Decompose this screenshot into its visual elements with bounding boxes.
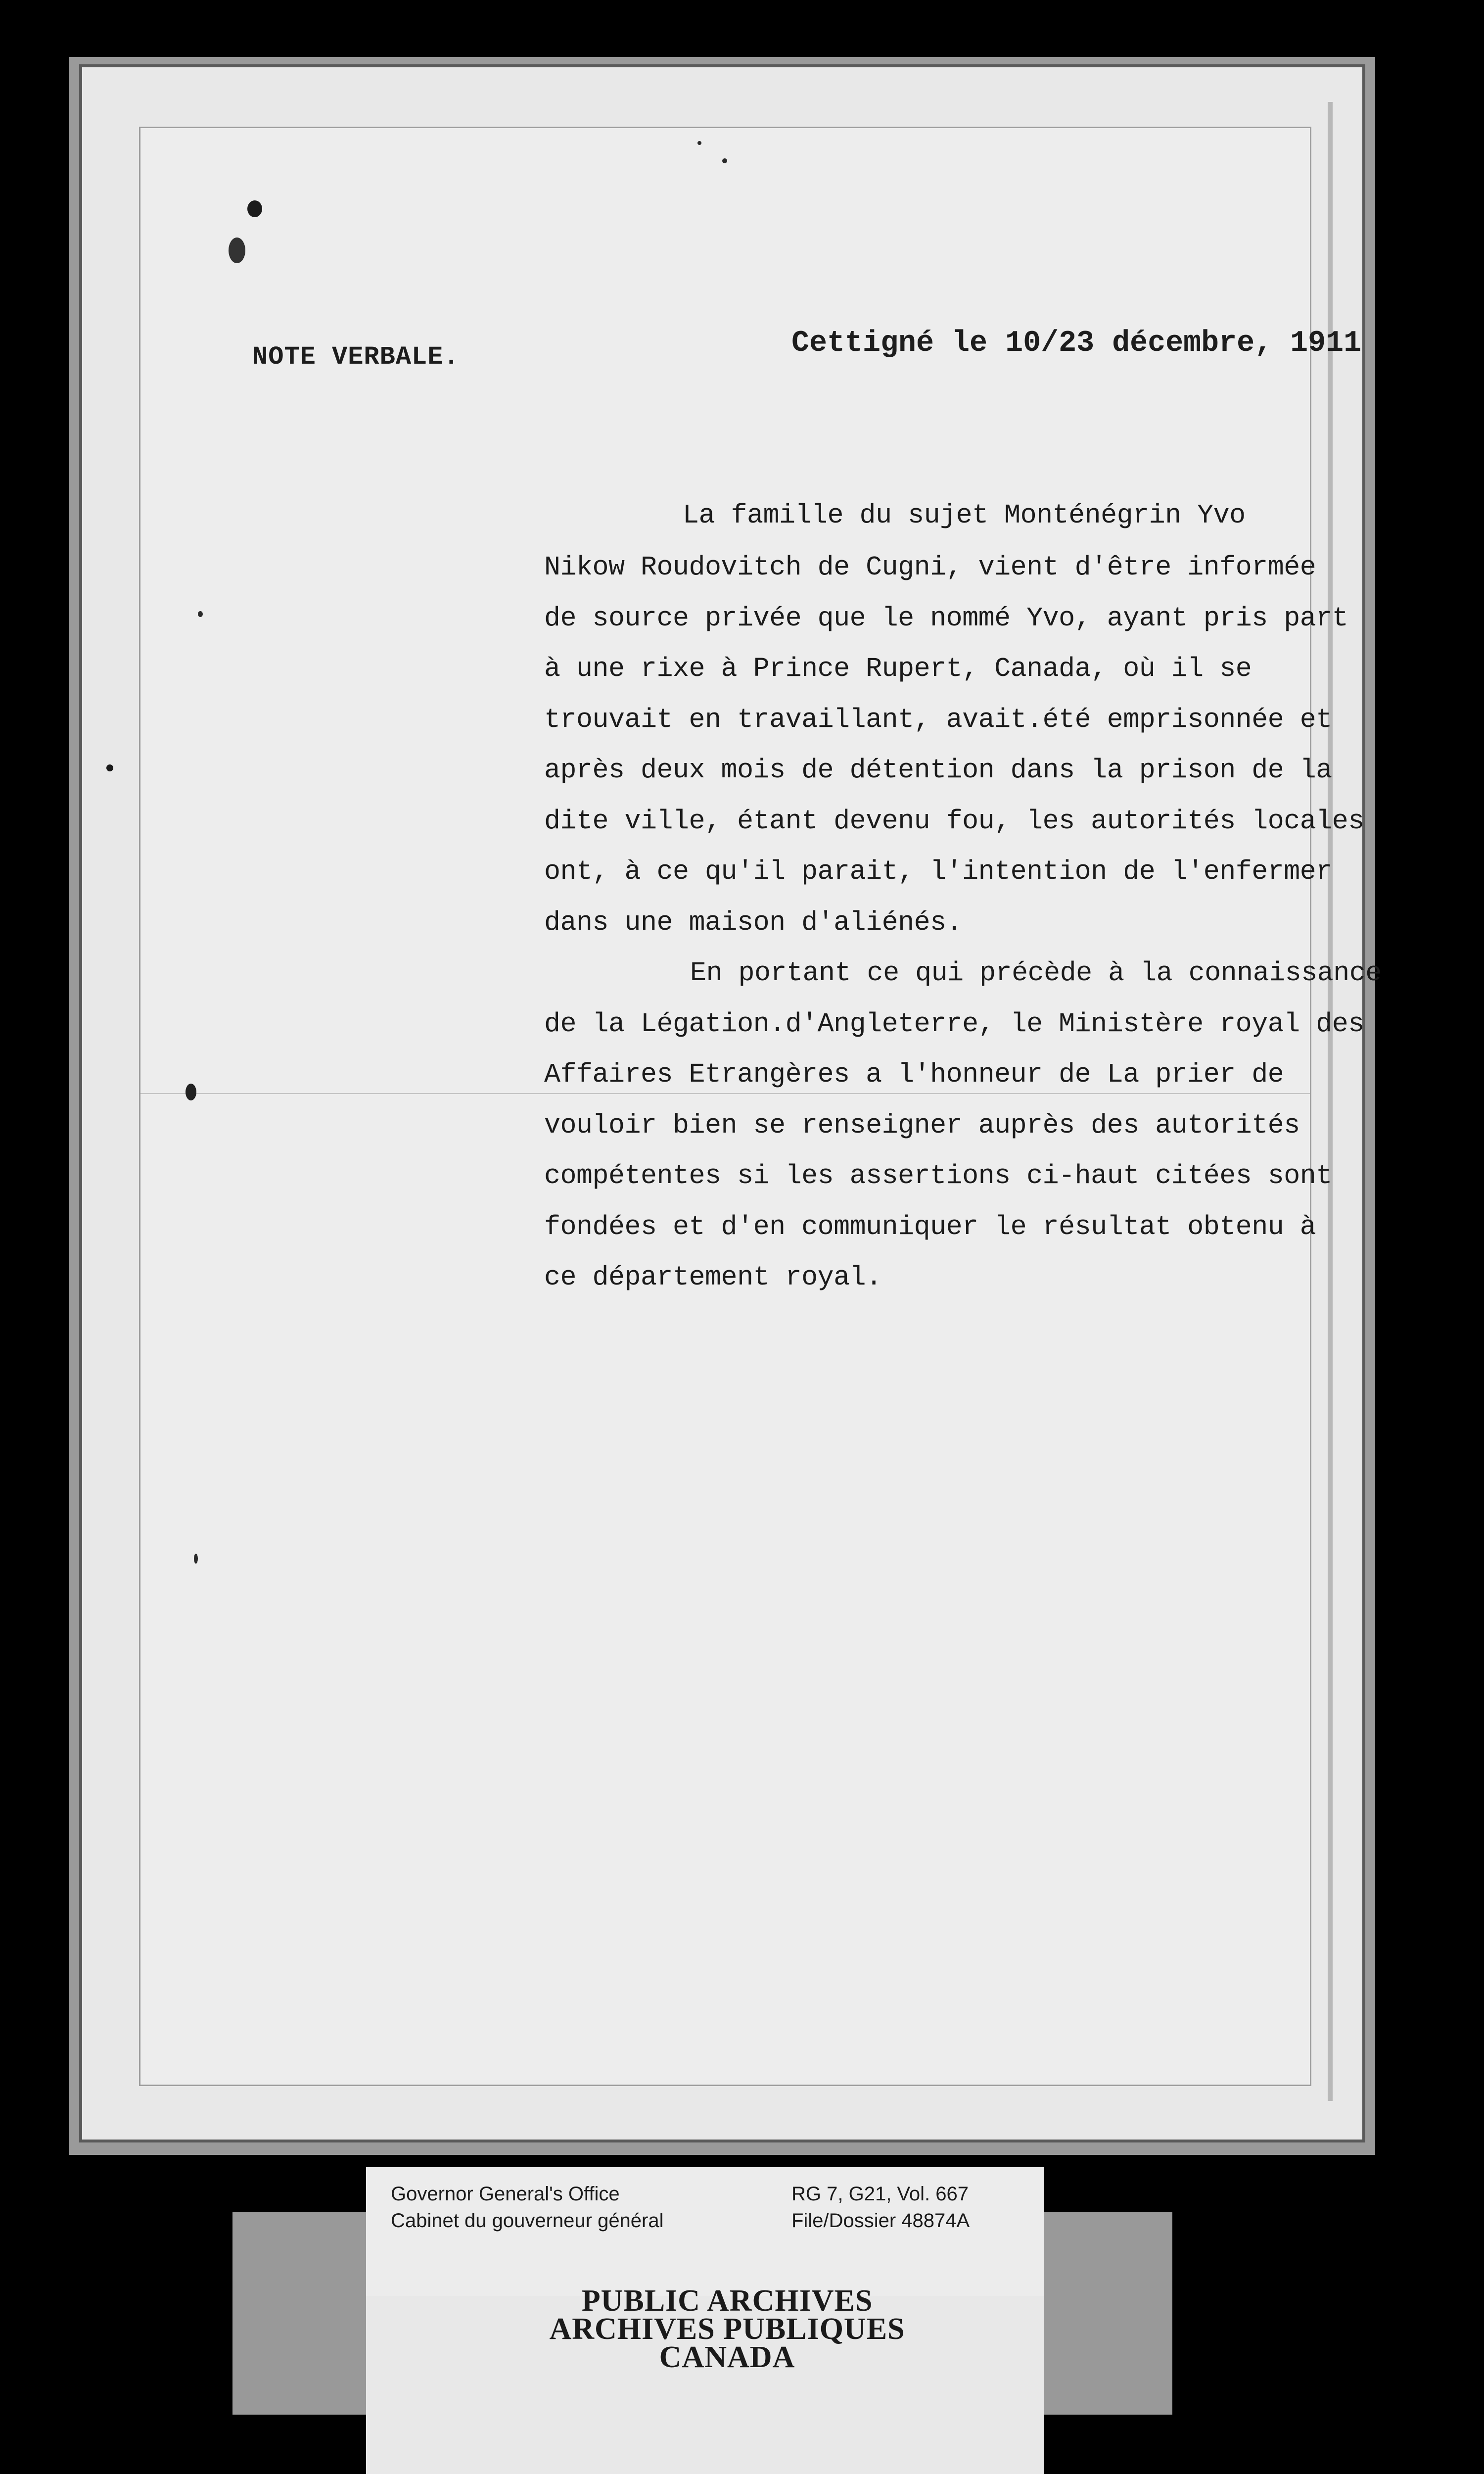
ink-speck: [697, 141, 701, 145]
body-line: En portant ce qui précède à la connaissance: [690, 957, 1382, 989]
body-line: Nikow Roudovitch de Cugni, vient d'être informée: [544, 552, 1316, 583]
ink-speck: [106, 764, 113, 771]
archive-reference: RG 7, G21, Vol. 667: [791, 2183, 969, 2205]
punch-hole-mark: [247, 200, 262, 217]
body-line: La famille du sujet Monténégrin Yvo: [683, 500, 1246, 531]
document-page: [79, 64, 1365, 2142]
page-right-edge: [1328, 102, 1333, 2101]
body-line: dite ville, étant devenu fou, les autorités locales: [544, 806, 1364, 837]
document-inner-border: [139, 127, 1311, 2086]
body-line: à une rixe à Prince Rupert, Canada, où il se: [544, 653, 1252, 684]
stamp-archives-publiques: ARCHIVES PUBLIQUES: [549, 2312, 905, 2346]
body-line: compétentes si les assertions ci-haut citées sont: [544, 1160, 1332, 1191]
body-line: ce département royal.: [544, 1262, 882, 1293]
ink-speck: [186, 1084, 196, 1100]
office-english: Governor General's Office: [391, 2183, 620, 2205]
note-verbale-heading: NOTE VERBALE.: [252, 342, 460, 372]
ink-speck: [198, 611, 203, 617]
page-fold-line: [140, 1093, 1310, 1094]
stamp-canada: CANADA: [659, 2340, 795, 2374]
body-line: dans une maison d'aliénés.: [544, 907, 963, 938]
body-line: fondées et d'en communiquer le résultat obtenu à: [544, 1211, 1316, 1242]
body-line: de la Légation.d'Angleterre, le Ministère royal des: [544, 1008, 1364, 1040]
ink-speck: [194, 1554, 198, 1564]
body-line: Affaires Etrangères a l'honneur de La prier de: [544, 1059, 1284, 1090]
office-french: Cabinet du gouverneur général: [391, 2210, 664, 2232]
ink-speck: [722, 158, 727, 163]
stamp-public-archives: PUBLIC ARCHIVES: [581, 2284, 873, 2318]
body-line: ont, à ce qu'il parait, l'intention de l'enfermer: [544, 856, 1332, 887]
file-number: File/Dossier 48874A: [791, 2210, 970, 2232]
body-line: de source privée que le nommé Yvo, ayant pris part: [544, 603, 1348, 634]
date-line: Cettigné le 10/23 décembre, 1911: [791, 327, 1362, 360]
punch-hole-mark: [229, 238, 245, 263]
body-line: trouvait en travaillant, avait.été emprisonnée et: [544, 704, 1332, 735]
body-line: vouloir bien se renseigner auprès des autorités: [544, 1110, 1300, 1141]
body-line: après deux mois de détention dans la prison de la: [544, 755, 1332, 786]
